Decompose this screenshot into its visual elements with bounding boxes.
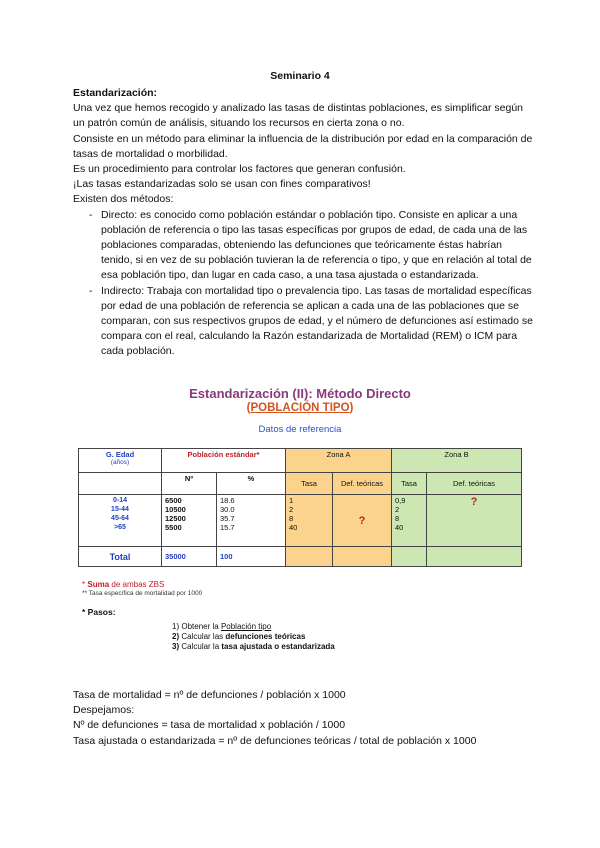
total-n: 35000: [162, 547, 217, 567]
formula-line: Tasa de mortalidad = nº de defunciones / población x 1000: [73, 689, 346, 701]
figure-title: Estandarización (II): Método Directo: [189, 386, 411, 401]
methods-list: [73, 208, 533, 360]
col-age-header: G. Edad (años): [79, 449, 162, 473]
zone-a-rates: 1 2 8 40: [286, 495, 333, 547]
sub-pct: %: [217, 473, 286, 495]
zone-a-theoretical-deaths: ?: [333, 495, 392, 547]
formula-line: Tasa ajustada o estandarizada = nº de defunciones teóricas / total de población x 1000: [73, 734, 477, 747]
table-notes: * Suma de ambas ZBS ** Tasa específica de mortalidad por 1000 * Pasos:: [82, 580, 203, 617]
figure-direct-method: [78, 386, 522, 651]
paragraph: Una vez que hemos recogido y analizado las tasas de distintas poblaciones, es simplificar según un patrón común de análisis, situando los recursos en cierta zona o no.: [73, 102, 524, 130]
sub-tasa-a: Tasa: [286, 473, 333, 495]
paragraph: ¡Las tasas estandarizadas solo se usan con fines comparativos!: [73, 178, 371, 191]
page-title: Seminario 4: [270, 70, 330, 82]
population-n: 6500 10500 12500 5500: [162, 495, 217, 547]
sub-n: Nº: [162, 473, 217, 495]
dash-bullet: -: [89, 284, 93, 297]
sub-def-a: Def. teóricas: [333, 473, 392, 495]
sub-def-b: Def. teóricas: [427, 473, 522, 495]
paragraph: Es un procedimiento para controlar los factores que generan confusión.: [73, 163, 406, 176]
body-text: [73, 86, 533, 360]
paragraph: Consiste en un método para eliminar la influencia de la distribución por edad en la comparación de tasas de mortalidad o morbilidad.: [73, 132, 533, 160]
total-pct: 100: [217, 547, 286, 567]
zone-b-rates: 0,9 2 8 40: [392, 495, 427, 547]
figure-subtitle: (POBLACIÓN TIPO): [246, 402, 354, 414]
section-heading: Estandarización:: [73, 87, 158, 99]
step-2: 2) Calcular las defunciones teóricas: [172, 632, 306, 641]
population-pct: 18.6 30.0 35.7 15.7: [217, 495, 286, 547]
col-zone-a-header: Zona A: [286, 449, 392, 473]
steps-list: [172, 622, 335, 652]
col-zone-b-header: Zona B: [392, 449, 522, 473]
age-groups: 0-14 15-44 45-64 >65: [79, 495, 162, 547]
total-label: Total: [79, 547, 162, 567]
reference-label: Datos de referencia: [258, 424, 342, 435]
formulas: [73, 688, 476, 749]
col-pop-header: Población estándar*: [162, 449, 286, 473]
sub-tasa-b: Tasa: [392, 473, 427, 495]
reference-table: [78, 448, 522, 567]
formula-line: Despejamos:: [73, 704, 135, 717]
paragraph: Existen dos métodos:: [73, 193, 174, 206]
zone-b-theoretical-deaths: ?: [427, 495, 522, 547]
step-1: 1) Obtener la Población tipo: [172, 622, 272, 631]
method-indirect: - Indirecto: Trabaja con mortalidad tipo o prevalencia tipo. Las tasas de mortalidad específicas por edad de una población de referencia se aplican a cada una de las poblaciones que se comparan, con sus respectivos grupos de edad, y el número de defunciones así estimado se compara con el real, calculando la Razón estandarizada de Mortalidad (REM) o ICM para cada población.: [89, 284, 533, 358]
step-3: 3) Calcular la tasa ajustada o estandarizada: [172, 642, 335, 651]
dash-bullet: -: [89, 208, 93, 221]
method-direct: - Directo: es conocido como población estándar o población tipo. Consiste en aplicar a una población de referencia o tipo las tasas específicas por grupos de edad, de cada una de las poblaciones comparadas, obteniendo las defunciones que teóricamente éstas habrían tenido, si en vez de su población tuvieran la de referencia o tipo, y que en relación al total de esa población tipo, dan lugar en cada caso, a una tasa ajustada o estandarizada.: [89, 208, 532, 282]
formula-line: Nº de defunciones = tasa de mortalidad x población / 1000: [73, 719, 346, 732]
